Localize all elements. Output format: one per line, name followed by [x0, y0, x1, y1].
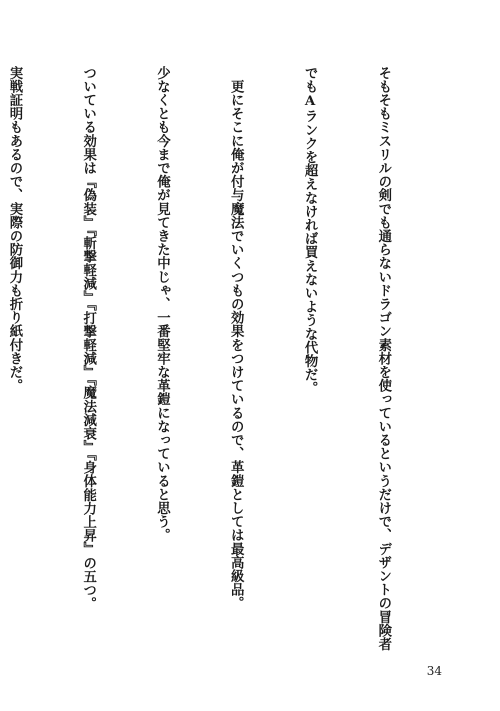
text-line-5: ついている効果は『偽装』『斬撃軽減』『打撃軽減』『魔法減衰』『身体能力上昇』の五つ。 [80, 66, 97, 611]
page-number: 34 [426, 664, 442, 678]
text-line-3: 更にそこに俺が付与魔法でいくつもの効果をつけているので、革鎧としては最高級品。 [228, 66, 245, 610]
text-line-2: でもAランクを超えなければ買えないような代物だ。 [302, 66, 319, 395]
text-line-6: 実戦証明もあるので、実際の防御力も折り紙付きだ。 [6, 66, 23, 393]
text-line-4: 少なくとも今まで俺が見てきた中じゃ、一番堅牢な革鎧になっていると思う。 [154, 66, 171, 542]
vertical-text-body [6, 66, 445, 656]
text-line-1: そもそもミスリルの剣でも通らないドラゴン素材を使っているというだけで、デザントの冒険者 [375, 66, 392, 651]
